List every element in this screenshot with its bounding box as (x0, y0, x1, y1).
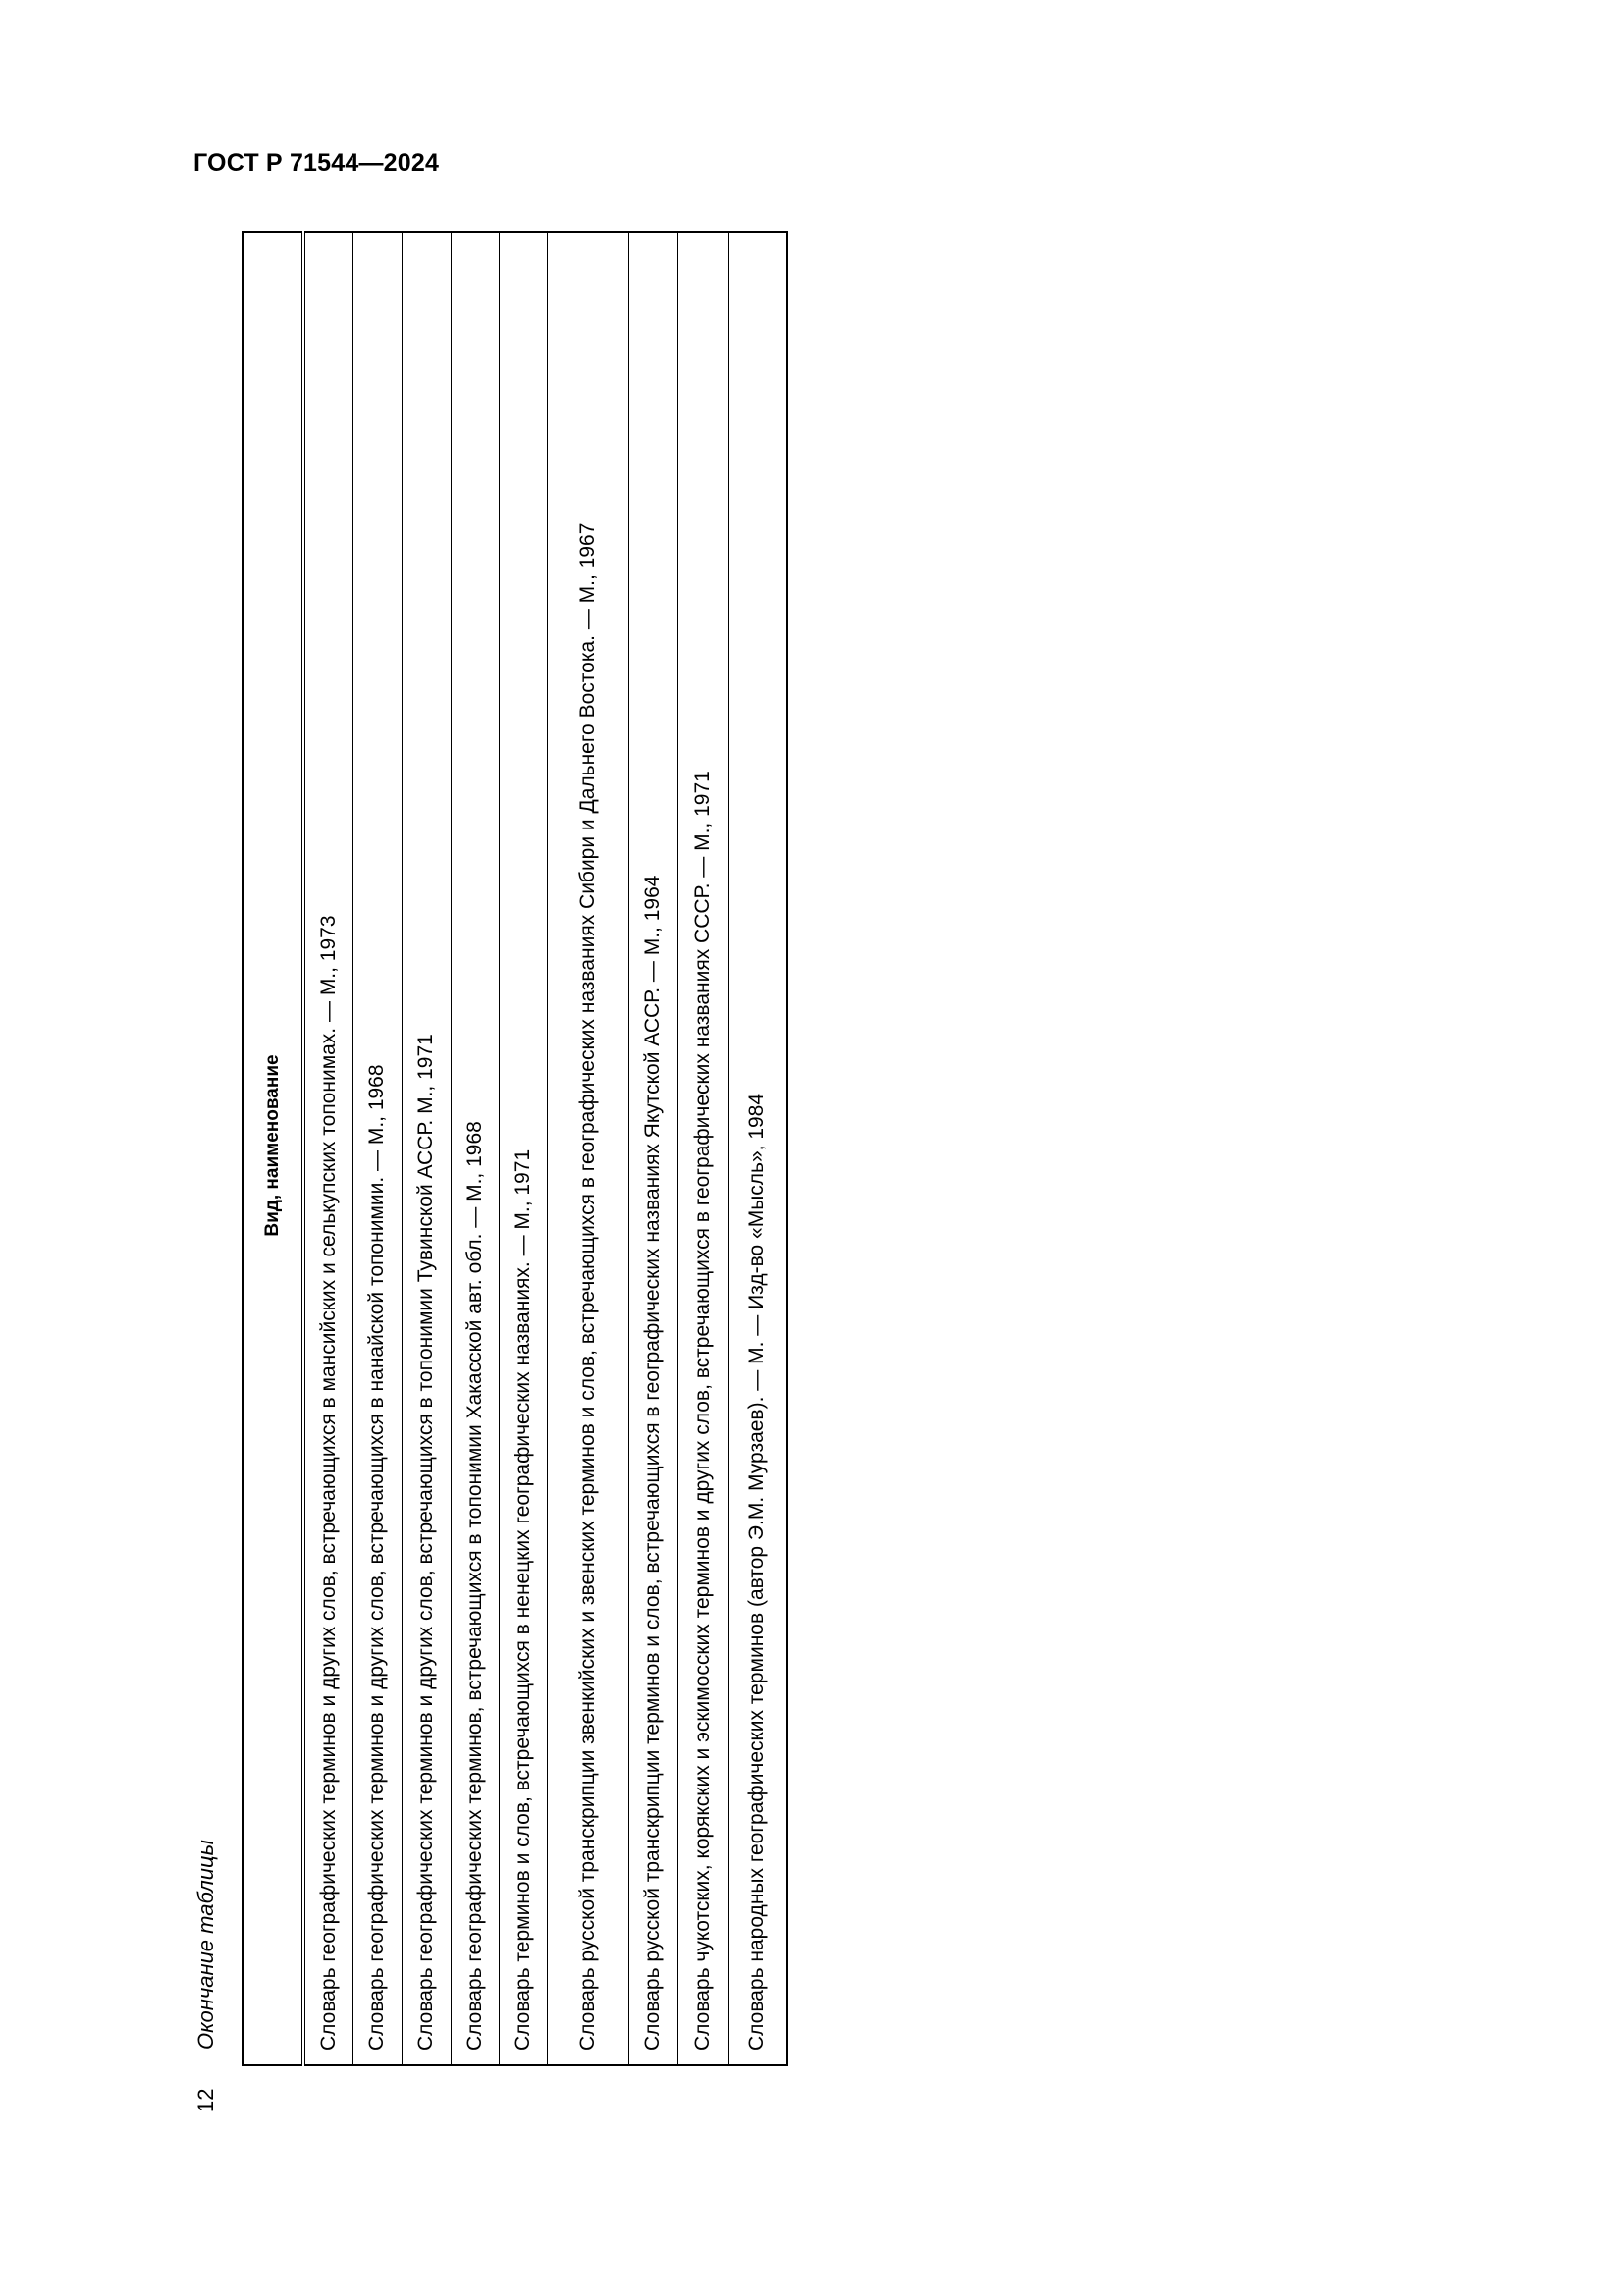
table-cell: Словарь географических терминов и других слов, встречающихся в нанайской топонимии. — М., 1968 (352, 232, 402, 2065)
table-row (303, 232, 352, 2065)
table-cell: Словарь русской транскрипции терминов и слов, встречающихся в географических названиях Якутской АССР. — М., 1964 (628, 232, 677, 2065)
column-header-type-name: Вид, наименование (243, 232, 303, 2065)
table-row (677, 232, 728, 2065)
table-row (547, 232, 628, 2065)
table-row (728, 232, 787, 2065)
table-header-row (243, 232, 303, 2065)
table-row (352, 232, 402, 2065)
bibliography-table (242, 231, 788, 2066)
table-cell: Словарь географических терминов, встречающихся в топонимии Хакасской авт. обл. — М., 1968 (451, 232, 499, 2065)
table-continuation-label: Окончание таблицы (193, 1840, 218, 2050)
table-cell: Словарь географических терминов и других слов, встречающихся в топонимии Тувинской АССР. М., 1971 (402, 232, 451, 2065)
table-row (628, 232, 677, 2065)
table-cell: Словарь русской транскрипции звенкийских и звенских терминов и слов, встречающихся в географических названиях Сибири и Дальнего Востока. — М., 1967 (547, 232, 628, 2065)
table-cell: Словарь чукотских, корякских и эскимосских терминов и других слов, встречающихся в географических названиях СССР. — М., 1971 (677, 232, 728, 2065)
table-cell: Словарь географических терминов и других слов, встречающихся в мансийских и селькупских топонимах. — М., 1973 (303, 232, 352, 2065)
page-number: 12 (193, 2088, 218, 2112)
document-code-header: ГОСТ Р 71544—2024 (193, 149, 440, 177)
bibliography-table-frame (242, 231, 786, 2066)
table-row (499, 232, 547, 2065)
table-cell: Словарь терминов и слов, встречающихся в ненецких географических названиях. — М., 1971 (499, 232, 547, 2065)
table-row (402, 232, 451, 2065)
table-row (451, 232, 499, 2065)
table-cell: Словарь народных географических терминов (автор Э.М. Мурзаев). — М. — Изд-во «Мысль», 1984 (728, 232, 787, 2065)
